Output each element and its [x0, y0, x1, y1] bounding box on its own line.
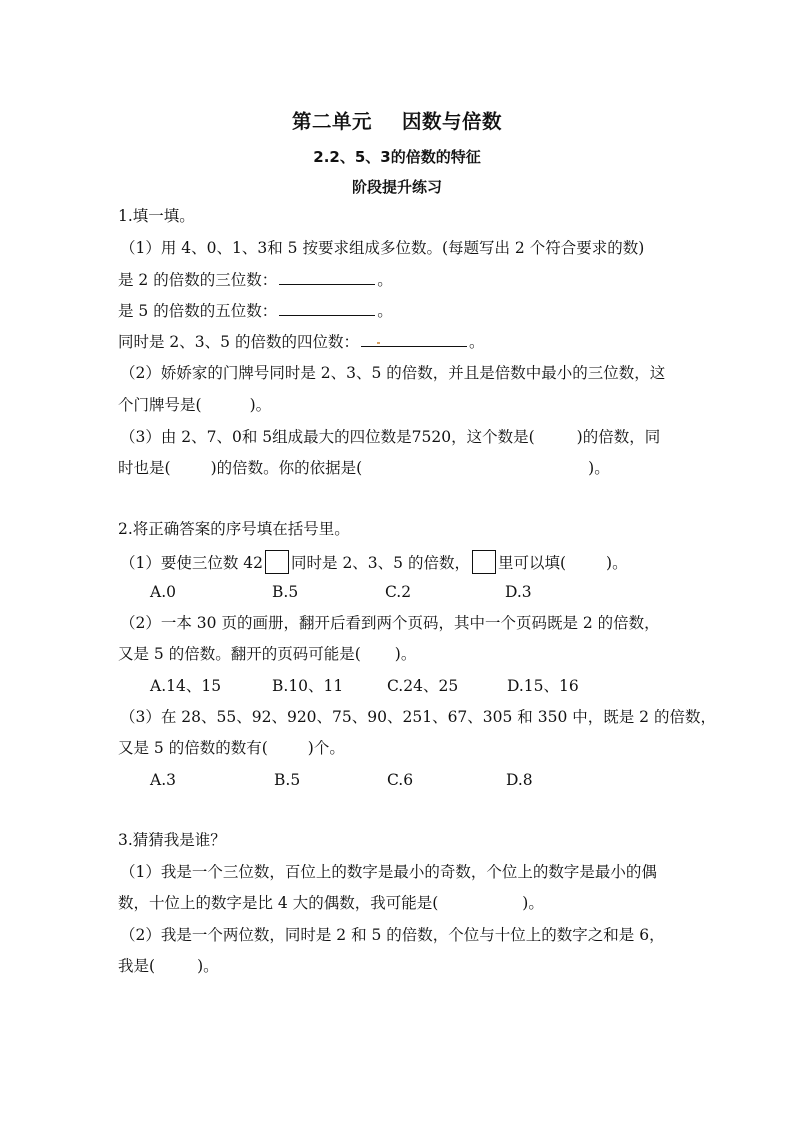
- q2-p3-options: [150, 770, 533, 790]
- digit-box[interactable]: [265, 550, 289, 574]
- q2-heading: 2.将正确答案的序号填在括号里。: [118, 520, 350, 538]
- q2-p3-end: )个。: [307, 739, 345, 757]
- q1-p1a-end: 。: [377, 271, 393, 289]
- option-c[interactable]: C.6: [387, 771, 414, 789]
- q2-p1-line: [120, 550, 628, 574]
- q1-p1c-label: 同时是 2、3、5 的倍数的四位数：: [118, 333, 359, 351]
- q3-p1-line1: （1）我是一个三位数，百位上的数字是最小的奇数，个位上的数字是最小的偶: [120, 863, 657, 881]
- option-a[interactable]: A.3: [150, 771, 176, 789]
- q1-p3-line2: [118, 458, 610, 478]
- q1-p2-end: )。: [249, 396, 272, 414]
- ink-mark: [377, 342, 380, 344]
- q3-heading: 3.猜猜我是谁？: [118, 831, 226, 849]
- q1-p2-line1: （2）娇娇家的门牌号同时是 2、3、5 的倍数，并且是倍数中最小的三位数，这: [120, 364, 666, 382]
- option-b[interactable]: B.10、11: [272, 677, 344, 695]
- q1-p3-label2: 时也是(: [118, 459, 171, 477]
- q2-p2-line1: （2）一本 30 页的画册，翻开后看到两个页码，其中一个页码既是 2 的倍数，: [120, 614, 660, 632]
- page-title: [0, 106, 794, 134]
- unit-title: 第二单元: [291, 110, 372, 133]
- q3-p2-line2: [118, 956, 219, 976]
- q1-p1a-label: 是 2 的倍数的三位数：: [118, 271, 278, 289]
- q3-p1-line2: [118, 893, 544, 913]
- q3-p2-end: )。: [197, 957, 219, 975]
- q1-p3-line1: [120, 427, 660, 447]
- q2-p2-end: )。: [394, 645, 417, 663]
- option-b[interactable]: B.5: [274, 771, 301, 789]
- q1-p3-label3: )的倍数。你的依据是(: [210, 459, 363, 477]
- q1-p1b: [118, 301, 393, 321]
- answer-blank-1b[interactable]: [279, 301, 375, 316]
- q1-p1a: [118, 270, 393, 290]
- q3-p1-end: )。: [522, 894, 544, 912]
- option-a[interactable]: A.0: [150, 583, 176, 601]
- lesson-title: 2.2、5、3的倍数的特征: [313, 148, 481, 166]
- q1-p1b-label: 是 5 的倍数的五位数：: [118, 302, 278, 320]
- q2-p2-line2: [118, 644, 416, 664]
- option-d[interactable]: D.15、16: [507, 677, 579, 695]
- option-c[interactable]: C.24、25: [387, 677, 459, 695]
- q1-p2-line2: [118, 395, 271, 415]
- digit-box-ref: [472, 550, 496, 574]
- q2-p1-end: )。: [606, 554, 628, 572]
- q2-p3-line2: [118, 738, 345, 758]
- option-a[interactable]: A.14、15: [150, 677, 222, 695]
- topic-title: 因数与倍数: [402, 110, 503, 133]
- stage-title: 阶段提升练习: [351, 178, 442, 196]
- q2-p2-label: 又是 5 的倍数。翻开的页码可能是(: [118, 645, 361, 663]
- option-b[interactable]: B.5: [272, 583, 299, 601]
- q1-p3-label: （3）由 2、7、0和 5组成最大的四位数是7520，这个数是(: [120, 428, 535, 446]
- q2-p1-options: [150, 582, 532, 602]
- q1-p1-text: （1）用 4、0、1、3和 5 按要求组成多位数。(每题写出 2 个符合要求的数): [120, 239, 645, 257]
- q1-p2-label: 个门牌号是(: [118, 396, 202, 414]
- q1-p1c-end: 。: [468, 333, 485, 351]
- q3-p2-label: 我是(: [118, 957, 156, 975]
- q1-p3-mid: )的倍数，同: [576, 428, 661, 446]
- option-d[interactable]: D.3: [505, 583, 532, 601]
- q2-p2-options: [150, 676, 579, 696]
- q1-p3-end: )。: [588, 459, 610, 477]
- q3-p2-line1: （2）我是一个两位数，同时是 2 和 5 的倍数，个位与十位上的数字之和是 6，: [120, 926, 665, 944]
- q2-p1-post: 里可以填(: [497, 554, 567, 572]
- q1-p1c: [118, 332, 484, 352]
- q1-p1b-end: 。: [377, 302, 393, 320]
- q2-p3-label: 又是 5 的倍数的数有(: [118, 739, 268, 757]
- q1-heading: 1.填一填。: [118, 207, 195, 225]
- q2-p1-mid: 同时是 2、3、5 的倍数，: [291, 554, 470, 572]
- option-c[interactable]: C.2: [385, 583, 412, 601]
- q2-p1-label: （1）要使三位数 42: [120, 554, 264, 572]
- q3-p1-label: 数，十位上的数字是比 4 大的偶数，我可能是(: [118, 894, 439, 912]
- q2-p3-line1: （3）在 28、55、92、920、75、90、251、67、305 和 350 中，既是 2 的倍数，: [120, 708, 716, 726]
- option-d[interactable]: D.8: [506, 771, 533, 789]
- answer-blank-1a[interactable]: [279, 270, 375, 285]
- answer-blank-1c[interactable]: [361, 332, 467, 347]
